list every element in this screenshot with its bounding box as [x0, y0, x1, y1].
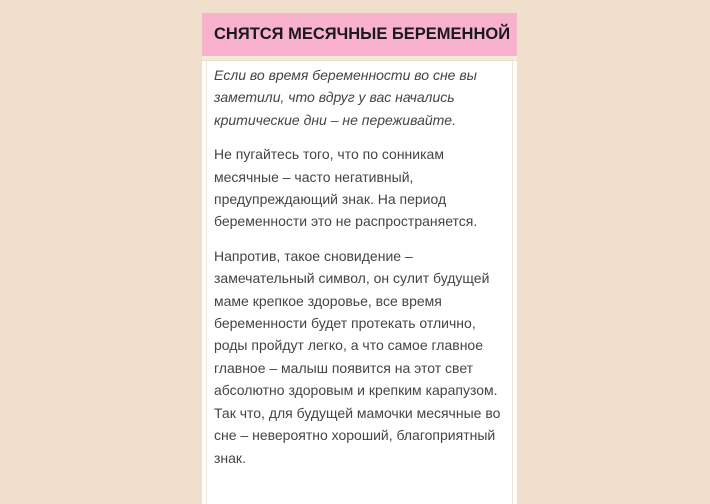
- body-paragraph-1: Не пугайтесь того, что по сонникам месячные – часто негативный, предупреждающий знак. На период беременности это не распространяется.: [214, 146, 478, 230]
- article-body: [206, 61, 513, 504]
- body-paragraph-2: Напротив, такое сновидение – замечательный символ, он сулит будущей маме крепкое здоровье, все время беременности будет протекать отлично, роды пройдут легко, а что самое главное главное – малыш появится на этот свет абсолютно здоровым и крепким карапузом. Так что, для будущей мамочки месячные во сне – невероятно хороший, благоприятный знак.: [214, 247, 501, 466]
- article-title: СНЯТСЯ МЕСЯЧНЫЕ БЕРЕМЕННОЙ: [214, 25, 511, 43]
- intro-paragraph: Если во время беременности во сне вы заметили, что вдруг у вас начались критические дни – не переживайте.: [214, 67, 477, 128]
- article-header: [202, 13, 517, 56]
- article-card: [202, 13, 517, 504]
